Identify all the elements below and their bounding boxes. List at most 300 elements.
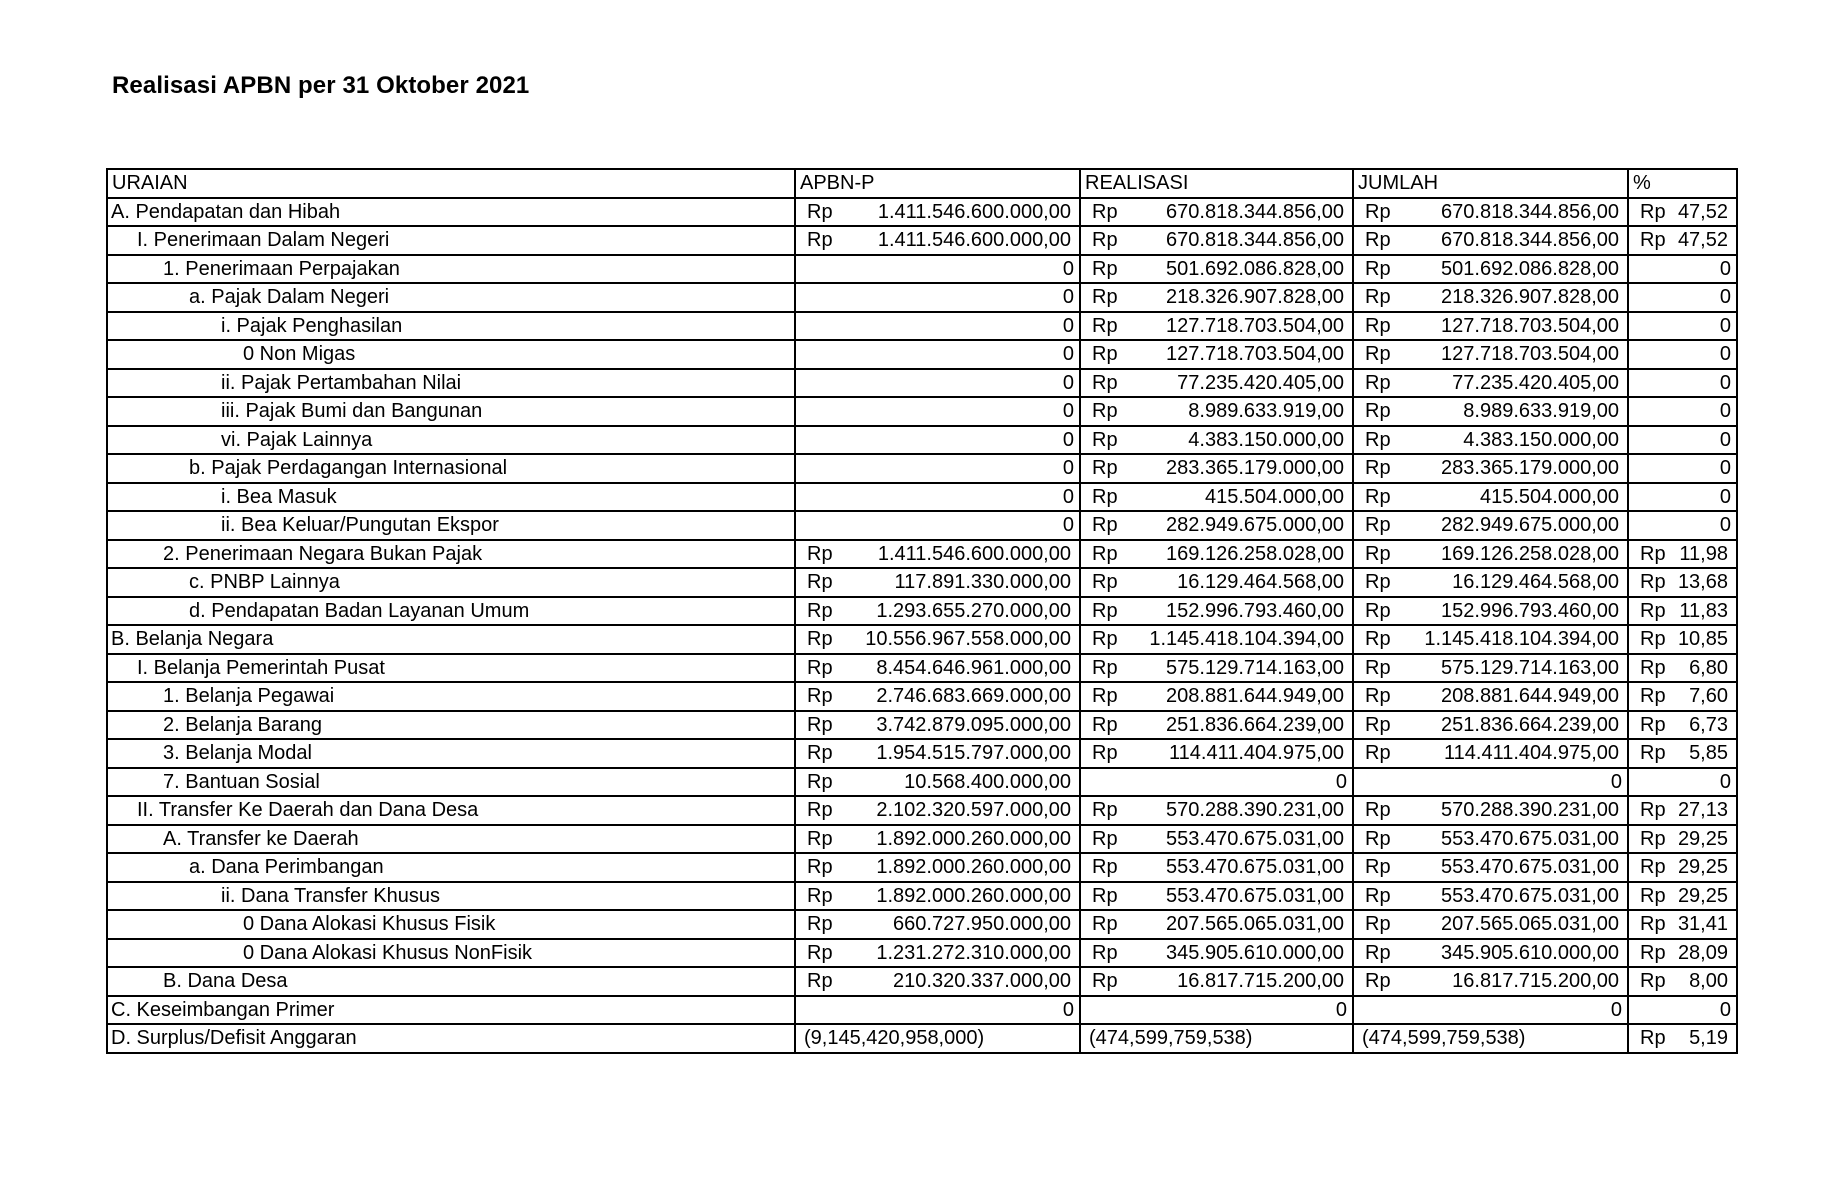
jumlah-cell — [1353, 397, 1628, 426]
realisasi-cell — [1080, 226, 1353, 255]
currency-label: Rp — [1092, 856, 1118, 879]
realisasi-cell — [1080, 540, 1353, 569]
uraian-label: ii. Pajak Pertambahan Nilai — [221, 371, 462, 394]
uraian-label: 2. Penerimaan Negara Bukan Pajak — [163, 542, 483, 565]
value: 11,83 — [1679, 599, 1728, 622]
currency-label: Rp — [1640, 229, 1666, 252]
table-row — [107, 454, 1737, 483]
currency-label: Rp — [1092, 742, 1118, 765]
uraian-label: 0 Dana Alokasi Khusus NonFisik — [243, 941, 533, 964]
percent-cell — [1628, 255, 1737, 284]
realisasi-cell — [1080, 312, 1353, 341]
currency-label: Rp — [1092, 628, 1118, 651]
value: 670.818.344.856,00 — [1166, 229, 1344, 252]
jumlah-cell — [1353, 711, 1628, 740]
apbn-p-cell — [795, 597, 1080, 626]
uraian-cell — [107, 568, 795, 597]
uraian-label: 7. Bantuan Sosial — [163, 770, 320, 793]
table-row — [107, 796, 1737, 825]
currency-label: Rp — [1365, 856, 1391, 879]
apbn-p-cell — [795, 540, 1080, 569]
percent-cell — [1628, 226, 1737, 255]
value: 283.365.179.000,00 — [1441, 457, 1619, 480]
value: 670.818.344.856,00 — [1166, 200, 1344, 223]
value: 1.231.272.310.000,00 — [876, 941, 1071, 964]
realisasi-cell — [1080, 597, 1353, 626]
uraian-cell — [107, 654, 795, 683]
currency-label: Rp — [1092, 656, 1118, 679]
value: 0 — [1062, 428, 1074, 451]
value: 553.470.675.031,00 — [1441, 827, 1619, 850]
jumlah-cell — [1353, 910, 1628, 939]
value: 660.727.950.000,00 — [893, 913, 1071, 936]
apbn-p-cell — [795, 882, 1080, 911]
percent-cell — [1628, 198, 1737, 227]
value: 208.881.644.949,00 — [1166, 685, 1344, 708]
value: 210.320.337.000,00 — [893, 970, 1071, 993]
realisasi-cell — [1080, 283, 1353, 312]
uraian-label: 1. Belanja Pegawai — [163, 685, 335, 708]
value: 415.504.000,00 — [1204, 485, 1344, 508]
uraian-cell — [107, 882, 795, 911]
apbn-p-cell — [795, 568, 1080, 597]
value: 208.881.644.949,00 — [1441, 685, 1619, 708]
value: 47,52 — [1677, 229, 1728, 252]
value: 1.892.000.260.000,00 — [876, 884, 1071, 907]
currency-label: Rp — [1092, 799, 1118, 822]
jumlah-cell — [1353, 454, 1628, 483]
value: 0 — [1062, 485, 1074, 508]
uraian-cell — [107, 369, 795, 398]
value: 553.470.675.031,00 — [1166, 884, 1344, 907]
value: 0 — [1062, 286, 1074, 309]
uraian-label: 1. Penerimaan Perpajakan — [163, 257, 400, 280]
realisasi-cell — [1080, 255, 1353, 284]
currency-label: Rp — [1640, 200, 1666, 223]
table-row — [107, 511, 1737, 540]
value: 0 — [1062, 998, 1074, 1021]
percent-cell — [1628, 340, 1737, 369]
table-row — [107, 682, 1737, 711]
currency-label: Rp — [1365, 827, 1391, 850]
value: 0 — [1719, 770, 1731, 793]
value: 282.949.675.000,00 — [1441, 514, 1619, 537]
apbn-p-cell — [795, 340, 1080, 369]
currency-label: Rp — [807, 827, 833, 850]
realisasi-cell — [1080, 426, 1353, 455]
jumlah-cell — [1353, 483, 1628, 512]
page-title: Realisasi APBN per 31 Oktober 2021 — [112, 72, 530, 99]
value: 1.411.546.600.000,00 — [877, 542, 1071, 565]
currency-label: Rp — [1365, 913, 1391, 936]
currency-label: Rp — [1365, 970, 1391, 993]
currency-label: Rp — [1092, 200, 1118, 223]
header-uraian: URAIAN — [107, 169, 795, 198]
currency-label: Rp — [1365, 286, 1391, 309]
value: 570.288.390.231,00 — [1441, 799, 1619, 822]
apbn-p-cell — [795, 226, 1080, 255]
percent-cell — [1628, 369, 1737, 398]
value: 0 — [1719, 485, 1731, 508]
value: 3.742.879.095.000,00 — [876, 713, 1071, 736]
uraian-label: d. Pendapatan Badan Layanan Umum — [189, 599, 530, 622]
apbn-p-cell — [795, 853, 1080, 882]
jumlah-cell — [1353, 226, 1628, 255]
jumlah-cell — [1353, 540, 1628, 569]
jumlah-cell — [1353, 654, 1628, 683]
apbn-p-cell — [795, 967, 1080, 996]
currency-label: Rp — [1365, 941, 1391, 964]
value: 0 — [1062, 514, 1074, 537]
apbn-p-cell — [795, 768, 1080, 797]
value: 8.454.646.961.000,00 — [876, 656, 1071, 679]
value: 8,00 — [1689, 970, 1728, 993]
value: 207.565.065.031,00 — [1166, 913, 1344, 936]
uraian-label: C. Keseimbangan Primer — [111, 998, 335, 1021]
currency-label: Rp — [1640, 742, 1666, 765]
jumlah-cell — [1353, 967, 1628, 996]
value: 13,68 — [1677, 571, 1728, 594]
uraian-label: ii. Dana Transfer Khusus — [221, 884, 440, 907]
value: 1.411.546.600.000,00 — [877, 200, 1071, 223]
currency-label: Rp — [807, 571, 833, 594]
currency-label: Rp — [807, 200, 833, 223]
realisasi-cell — [1080, 1024, 1353, 1053]
uraian-cell — [107, 198, 795, 227]
percent-cell — [1628, 939, 1737, 968]
table-row — [107, 739, 1737, 768]
jumlah-cell — [1353, 597, 1628, 626]
percent-cell — [1628, 283, 1737, 312]
value: 114.411.404.975,00 — [1169, 742, 1344, 765]
currency-label: Rp — [1092, 514, 1118, 537]
value: (474,599,759,538) — [1089, 1027, 1253, 1050]
currency-label: Rp — [1640, 685, 1666, 708]
currency-label: Rp — [1640, 941, 1666, 964]
value: 8.989.633.919,00 — [1188, 400, 1344, 423]
uraian-label: B. Dana Desa — [163, 970, 288, 993]
currency-label: Rp — [1640, 713, 1666, 736]
currency-label: Rp — [1640, 1027, 1666, 1050]
currency-label: Rp — [1092, 286, 1118, 309]
value: 11,98 — [1679, 542, 1728, 565]
value: 415.504.000,00 — [1479, 485, 1619, 508]
realisasi-cell — [1080, 967, 1353, 996]
currency-label: Rp — [1640, 656, 1666, 679]
realisasi-cell — [1080, 711, 1353, 740]
value: 117.891.330.000,00 — [894, 571, 1071, 594]
value: 127.718.703.504,00 — [1441, 314, 1619, 337]
percent-cell — [1628, 654, 1737, 683]
value: 345.905.610.000,00 — [1166, 941, 1344, 964]
currency-label: Rp — [1640, 628, 1666, 651]
currency-label: Rp — [807, 656, 833, 679]
uraian-label: vi. Pajak Lainnya — [221, 428, 373, 451]
value: 575.129.714.163,00 — [1166, 656, 1344, 679]
apbn-p-cell — [795, 796, 1080, 825]
currency-label: Rp — [807, 941, 833, 964]
currency-label: Rp — [1092, 542, 1118, 565]
value: 553.470.675.031,00 — [1166, 856, 1344, 879]
table-row — [107, 226, 1737, 255]
currency-label: Rp — [1092, 257, 1118, 280]
currency-label: Rp — [1092, 913, 1118, 936]
value: 127.718.703.504,00 — [1441, 343, 1619, 366]
currency-label: Rp — [807, 628, 833, 651]
realisasi-cell — [1080, 739, 1353, 768]
table-row — [107, 568, 1737, 597]
value: 575.129.714.163,00 — [1441, 656, 1619, 679]
realisasi-cell — [1080, 768, 1353, 797]
value: 29,25 — [1677, 856, 1728, 879]
value: 0 — [1062, 257, 1074, 280]
value: 16.817.715.200,00 — [1452, 970, 1619, 993]
table-row — [107, 340, 1737, 369]
apbn-p-cell — [795, 825, 1080, 854]
value: 10.556.967.558.000,00 — [865, 628, 1071, 651]
value: 251.836.664.239,00 — [1441, 713, 1619, 736]
currency-label: Rp — [1365, 229, 1391, 252]
uraian-label: D. Surplus/Defisit Anggaran — [111, 1027, 357, 1050]
value: 0 — [1719, 998, 1731, 1021]
value: 218.326.907.828,00 — [1441, 286, 1619, 309]
realisasi-cell — [1080, 654, 1353, 683]
jumlah-cell — [1353, 996, 1628, 1025]
uraian-label: A. Pendapatan dan Hibah — [111, 200, 341, 223]
currency-label: Rp — [1092, 571, 1118, 594]
value: 251.836.664.239,00 — [1166, 713, 1344, 736]
value: 670.818.344.856,00 — [1441, 229, 1619, 252]
apbn-p-cell — [795, 511, 1080, 540]
table-row — [107, 312, 1737, 341]
percent-cell — [1628, 397, 1737, 426]
uraian-cell — [107, 711, 795, 740]
jumlah-cell — [1353, 283, 1628, 312]
realisasi-cell — [1080, 483, 1353, 512]
apbn-p-cell — [795, 255, 1080, 284]
currency-label: Rp — [1365, 514, 1391, 537]
percent-cell — [1628, 1024, 1737, 1053]
percent-cell — [1628, 454, 1737, 483]
value: 0 — [1719, 428, 1731, 451]
value: 31,41 — [1677, 913, 1728, 936]
realisasi-cell — [1080, 454, 1353, 483]
table-row — [107, 882, 1737, 911]
table-row — [107, 540, 1737, 569]
percent-cell — [1628, 540, 1737, 569]
currency-label: Rp — [1365, 428, 1391, 451]
currency-label: Rp — [1640, 599, 1666, 622]
uraian-cell — [107, 540, 795, 569]
value: 169.126.258.028,00 — [1166, 542, 1344, 565]
value: 1.145.418.104.394,00 — [1149, 628, 1344, 651]
currency-label: Rp — [1640, 827, 1666, 850]
apbn-p-cell — [795, 739, 1080, 768]
apbn-p-cell — [795, 625, 1080, 654]
uraian-cell — [107, 853, 795, 882]
jumlah-cell — [1353, 1024, 1628, 1053]
table-row — [107, 625, 1737, 654]
realisasi-cell — [1080, 882, 1353, 911]
value: 7,60 — [1689, 685, 1728, 708]
apbn-p-cell — [795, 711, 1080, 740]
currency-label: Rp — [807, 742, 833, 765]
uraian-label: i. Bea Masuk — [221, 485, 337, 508]
value: 0 — [1610, 770, 1622, 793]
value: 1.145.418.104.394,00 — [1424, 628, 1619, 651]
jumlah-cell — [1353, 682, 1628, 711]
percent-cell — [1628, 967, 1737, 996]
apbn-p-cell — [795, 483, 1080, 512]
value: 0 — [1062, 457, 1074, 480]
jumlah-cell — [1353, 255, 1628, 284]
apbn-p-cell — [795, 426, 1080, 455]
value: 114.411.404.975,00 — [1444, 742, 1619, 765]
header-apbn-p: APBN-P — [795, 169, 1080, 198]
percent-cell — [1628, 825, 1737, 854]
percent-cell — [1628, 768, 1737, 797]
realisasi-cell — [1080, 340, 1353, 369]
value: 2.102.320.597.000,00 — [876, 799, 1071, 822]
percent-cell — [1628, 511, 1737, 540]
apbn-p-cell — [795, 369, 1080, 398]
realisasi-cell — [1080, 825, 1353, 854]
table-row — [107, 654, 1737, 683]
table-row — [107, 255, 1737, 284]
currency-label: Rp — [1365, 400, 1391, 423]
value: 0 — [1335, 770, 1347, 793]
currency-label: Rp — [1092, 343, 1118, 366]
jumlah-cell — [1353, 825, 1628, 854]
currency-label: Rp — [1640, 571, 1666, 594]
value: 77.235.420.405,00 — [1177, 371, 1344, 394]
value: 207.565.065.031,00 — [1441, 913, 1619, 936]
currency-label: Rp — [1365, 799, 1391, 822]
table-row — [107, 1024, 1737, 1053]
value: 127.718.703.504,00 — [1166, 343, 1344, 366]
value: 283.365.179.000,00 — [1166, 457, 1344, 480]
currency-label: Rp — [807, 713, 833, 736]
uraian-label: i. Pajak Penghasilan — [221, 314, 403, 337]
uraian-cell — [107, 739, 795, 768]
apbn-p-cell — [795, 397, 1080, 426]
uraian-cell — [107, 255, 795, 284]
apbn-p-cell — [795, 939, 1080, 968]
currency-label: Rp — [1365, 314, 1391, 337]
realisasi-cell — [1080, 853, 1353, 882]
percent-cell — [1628, 853, 1737, 882]
uraian-label: b. Pajak Perdagangan Internasional — [189, 457, 508, 480]
value: 47,52 — [1677, 200, 1728, 223]
currency-label: Rp — [1365, 542, 1391, 565]
value: 218.326.907.828,00 — [1166, 286, 1344, 309]
value: 0 — [1719, 257, 1731, 280]
jumlah-cell — [1353, 739, 1628, 768]
uraian-label: A. Transfer ke Daerah — [163, 827, 359, 850]
table-row — [107, 825, 1737, 854]
currency-label: Rp — [1365, 457, 1391, 480]
value: 169.126.258.028,00 — [1441, 542, 1619, 565]
uraian-label: a. Dana Perimbangan — [189, 856, 384, 879]
value: 0 — [1719, 371, 1731, 394]
value: 501.692.086.828,00 — [1166, 257, 1344, 280]
value: (9,145,420,958,000) — [804, 1027, 985, 1050]
jumlah-cell — [1353, 312, 1628, 341]
percent-cell — [1628, 682, 1737, 711]
realisasi-cell — [1080, 198, 1353, 227]
currency-label: Rp — [1365, 884, 1391, 907]
currency-label: Rp — [1092, 827, 1118, 850]
uraian-cell — [107, 283, 795, 312]
value: 0 — [1062, 314, 1074, 337]
uraian-cell — [107, 682, 795, 711]
currency-label: Rp — [807, 970, 833, 993]
header-percent: % — [1628, 169, 1737, 198]
uraian-label: c. PNBP Lainnya — [189, 571, 340, 594]
table-row — [107, 426, 1737, 455]
uraian-label: 2. Belanja Barang — [163, 713, 323, 736]
uraian-label: I. Penerimaan Dalam Negeri — [137, 229, 390, 252]
uraian-cell — [107, 910, 795, 939]
currency-label: Rp — [1092, 599, 1118, 622]
value: 553.470.675.031,00 — [1441, 884, 1619, 907]
realisasi-cell — [1080, 996, 1353, 1025]
uraian-cell — [107, 939, 795, 968]
apbn-p-cell — [795, 682, 1080, 711]
percent-cell — [1628, 711, 1737, 740]
jumlah-cell — [1353, 882, 1628, 911]
table-row — [107, 283, 1737, 312]
value: 1.892.000.260.000,00 — [876, 827, 1071, 850]
currency-label: Rp — [807, 770, 833, 793]
uraian-label: iii. Pajak Bumi dan Bangunan — [221, 400, 483, 423]
table-row — [107, 853, 1737, 882]
uraian-label: 0 Dana Alokasi Khusus Fisik — [243, 913, 496, 936]
currency-label: Rp — [807, 799, 833, 822]
currency-label: Rp — [1092, 485, 1118, 508]
uraian-cell — [107, 1024, 795, 1053]
currency-label: Rp — [1092, 457, 1118, 480]
percent-cell — [1628, 597, 1737, 626]
value: 0 — [1062, 343, 1074, 366]
value: 10.568.400.000,00 — [904, 770, 1071, 793]
jumlah-cell — [1353, 939, 1628, 968]
value: 152.996.793.460,00 — [1441, 599, 1619, 622]
realisasi-cell — [1080, 511, 1353, 540]
uraian-label: I. Belanja Pemerintah Pusat — [137, 656, 385, 679]
uraian-cell — [107, 397, 795, 426]
currency-label: Rp — [1365, 257, 1391, 280]
realisasi-cell — [1080, 910, 1353, 939]
value: 1.293.655.270.000,00 — [876, 599, 1071, 622]
value: 670.818.344.856,00 — [1441, 200, 1619, 223]
percent-cell — [1628, 796, 1737, 825]
currency-label: Rp — [1365, 571, 1391, 594]
uraian-label: ii. Bea Keluar/Pungutan Ekspor — [221, 514, 499, 537]
value: 1.954.515.797.000,00 — [876, 742, 1071, 765]
jumlah-cell — [1353, 568, 1628, 597]
percent-cell — [1628, 625, 1737, 654]
currency-label: Rp — [807, 599, 833, 622]
value: 282.949.675.000,00 — [1166, 514, 1344, 537]
value: 10,85 — [1677, 628, 1728, 651]
currency-label: Rp — [1640, 970, 1666, 993]
table-header-row — [107, 169, 1737, 198]
value: 0 — [1062, 371, 1074, 394]
currency-label: Rp — [1092, 229, 1118, 252]
header-jumlah: JUMLAH — [1353, 169, 1628, 198]
uraian-cell — [107, 967, 795, 996]
